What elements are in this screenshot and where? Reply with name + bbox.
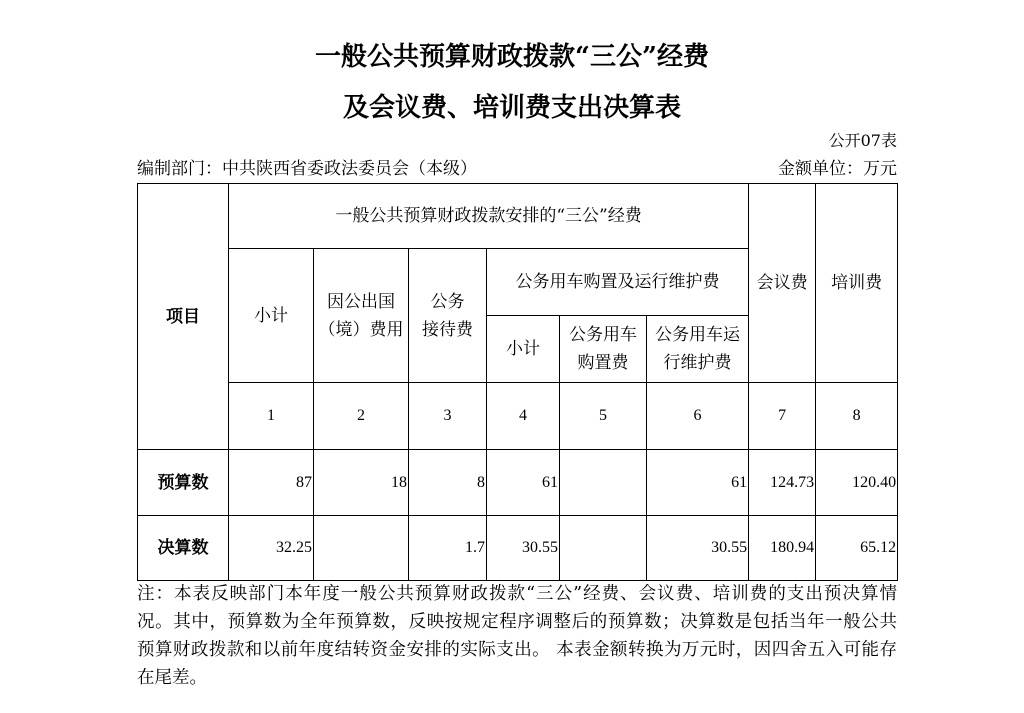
final-value-col1: 32.25 xyxy=(229,516,314,581)
header-reception-line-1: 公务 xyxy=(430,291,465,312)
header-vehicle-purchase xyxy=(560,316,647,383)
header-reception-expenses xyxy=(409,249,487,383)
column-number-7: 7 xyxy=(749,383,816,450)
header-row-1 xyxy=(138,184,898,249)
final-value-col8: 65.12 xyxy=(816,516,898,581)
final-value-col2 xyxy=(314,516,409,581)
title-line-1: 一般公共预算财政拨款“三公”经费 xyxy=(315,42,709,72)
column-number-row xyxy=(138,383,898,450)
header-vehicle-purchase-line-2: 购置费 xyxy=(577,353,629,373)
header-meeting-fee: 会议费 xyxy=(749,184,816,383)
title-line-2: 及会议费、培训费支出决算表 xyxy=(342,93,681,123)
header-item: 项目 xyxy=(138,184,229,450)
budget-value-col6: 61 xyxy=(647,450,749,516)
column-number-3: 3 xyxy=(409,383,487,450)
header-vehicle-operation-line-1: 公务用车运 xyxy=(655,325,741,345)
header-reception-line-2: 接待费 xyxy=(422,319,473,340)
final-value-col6: 30.55 xyxy=(647,516,749,581)
header-abroad-line-2: （境）费用 xyxy=(318,319,404,340)
header-abroad-expenses xyxy=(314,249,409,383)
footnote-line-3: 预算财政拨款和以前年度结转资金安排的实际支出。 本表金额转换为万元时，因四舍五入可能存 xyxy=(137,640,897,660)
footnote-line-1: 注：本表反映部门本年度一般公共预算财政拨款“三公”经费、会议费、培训费的支出预决算情 xyxy=(137,584,897,604)
header-subtotal: 小计 xyxy=(229,249,314,383)
budget-value-col7: 124.73 xyxy=(749,450,816,516)
final-value-col7: 180.94 xyxy=(749,516,816,581)
header-training-fee: 培训费 xyxy=(816,184,898,383)
form-number: 公开07表 xyxy=(828,131,897,150)
column-number-4: 4 xyxy=(487,383,560,450)
header-abroad-line-1: 因公出国 xyxy=(327,291,395,312)
header-three-public-expenses: 一般公共预算财政拨款安排的“三公”经费 xyxy=(229,184,749,249)
column-number-5: 5 xyxy=(560,383,647,450)
footnote-line-4: 在尾差。 xyxy=(137,668,207,688)
row-label-final: 决算数 xyxy=(138,516,229,581)
header-vehicle-purchase-line-1: 公务用车 xyxy=(569,325,637,345)
amount-unit: 金额单位：万元 xyxy=(778,159,897,179)
row-label-budget: 预算数 xyxy=(138,450,229,516)
budget-value-col8: 120.40 xyxy=(816,450,898,516)
header-vehicle-operation-line-2: 行维护费 xyxy=(663,353,732,373)
header-vehicle-expenses: 公务用车购置及运行维护费 xyxy=(487,249,749,316)
header-vehicle-subtotal: 小计 xyxy=(487,316,560,383)
table-row-final xyxy=(138,516,898,581)
column-number-2: 2 xyxy=(314,383,409,450)
column-number-8: 8 xyxy=(816,383,898,450)
final-value-col4: 30.55 xyxy=(487,516,560,581)
header-vehicle-operation xyxy=(647,316,749,383)
budget-value-col2: 18 xyxy=(314,450,409,516)
footnote-line-2: 况。其中，预算数为全年预算数，反映按规定程序调整后的预算数；决算数是包括当年一般公共 xyxy=(137,612,897,632)
budget-value-col1: 87 xyxy=(229,450,314,516)
final-value-col3: 1.7 xyxy=(409,516,487,581)
expenditure-table xyxy=(137,183,898,581)
budget-value-col3: 8 xyxy=(409,450,487,516)
budget-value-col5 xyxy=(560,450,647,516)
table-row-budget xyxy=(138,450,898,516)
compiling-department: 编制部门：中共陕西省委政法委员会（本级） xyxy=(137,159,477,179)
final-value-col5 xyxy=(560,516,647,581)
footnote xyxy=(137,580,897,692)
column-number-6: 6 xyxy=(647,383,749,450)
budget-value-col4: 61 xyxy=(487,450,560,516)
column-number-1: 1 xyxy=(229,383,314,450)
